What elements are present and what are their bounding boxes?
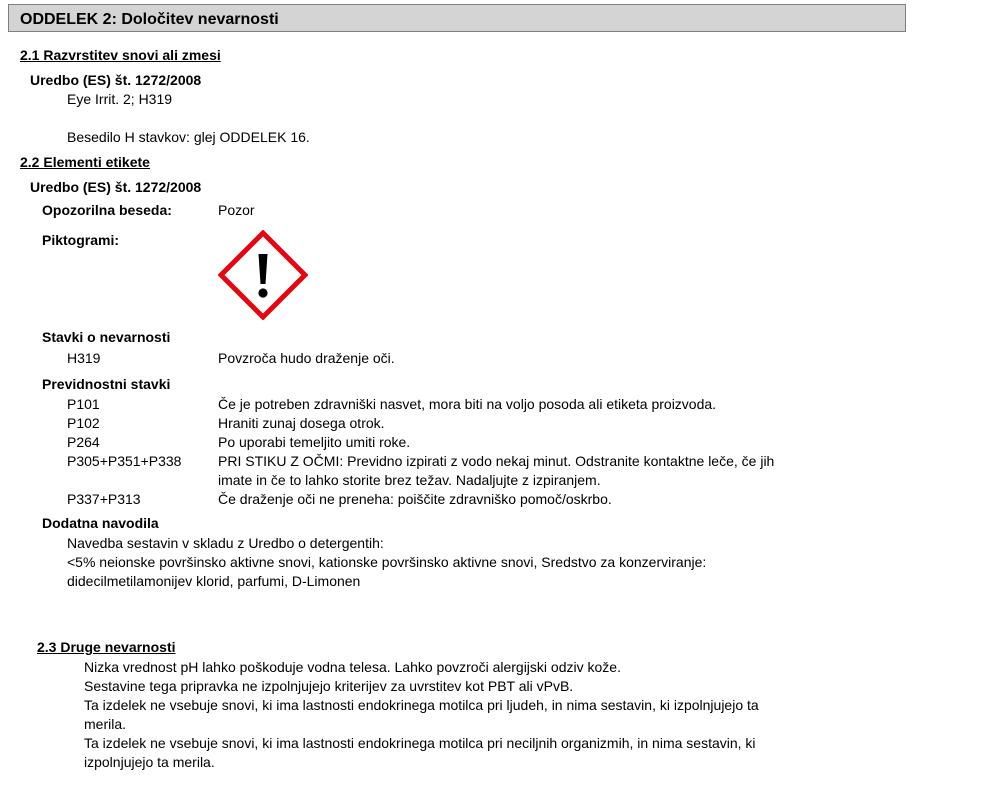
precaution-code: P101 — [67, 396, 100, 412]
regulation-label-2-1: Uredbo (ES) št. 1272/2008 — [30, 72, 202, 88]
precaution-text: Po uporabi temeljito umiti roke. — [218, 434, 411, 450]
other-hazards-line: Ta izdelek ne vsebuje snovi, ki ima lastnosti endokrinega motilca pri neciljnih organizmih, in nima sestavin, ki — [84, 735, 756, 751]
other-hazards-line: Ta izdelek ne vsebuje snovi, ki ima lastnosti endokrinega motilca pri ljudeh, in nima sestavin, ki izpolnjujejo ta — [84, 697, 759, 713]
h-text-note: Besedilo H stavkov: glej ODDELEK 16. — [67, 129, 310, 145]
precaution-code: P102 — [67, 415, 100, 431]
additional-line: Navedba sestavin v skladu z Uredbo o detergentih: — [67, 535, 384, 551]
section-2-1-heading: 2.1 Razvrstitev snovi ali zmesi — [20, 47, 221, 63]
additional-instructions-label: Dodatna navodila — [42, 515, 159, 531]
hazard-code: H319 — [67, 350, 101, 366]
precaution-code: P305+P351+P338 — [67, 453, 182, 469]
exclamation-mark-icon — [218, 230, 308, 320]
additional-line: didecilmetilamonijev klorid, parfumi, D-Limonen — [67, 573, 361, 589]
hazard-text: Povzroča hudo draženje oči. — [218, 350, 395, 366]
precaution-text-continued: imate in če to lahko storite brez težav. Nadaljujte z izpiranjem. — [218, 472, 601, 488]
classification-text: Eye Irrit. 2; H319 — [67, 91, 173, 107]
pictograms-label: Piktogrami: — [42, 232, 120, 248]
precaution-code: P264 — [67, 434, 100, 450]
precaution-text: Če je potreben zdravniški nasvet, mora biti na voljo posoda ali etiketa proizvoda. — [218, 396, 717, 412]
precaution-code: P337+P313 — [67, 491, 141, 507]
section-2-2-heading: 2.2 Elementi etikete — [20, 154, 150, 170]
regulation-label-2-2: Uredbo (ES) št. 1272/2008 — [30, 179, 202, 195]
signal-word-label: Opozorilna beseda: — [42, 202, 172, 218]
precaution-text: Če draženje oči ne preneha: poiščite zdravniško pomoč/oskrbo. — [218, 491, 612, 507]
additional-line: <5% neionske površinsko aktivne snovi, kationske površinsko aktivne snovi, Sredstvo za konzerviranje: — [67, 554, 707, 570]
precautionary-statements-label: Previdnostni stavki — [42, 376, 171, 392]
section-header-title: ODDELEK 2: Določitev nevarnosti — [20, 11, 279, 28]
other-hazards-line: Nizka vrednost pH lahko poškoduje vodna telesa. Lahko povzroči alergijski odziv kože. — [84, 659, 621, 675]
signal-word-value: Pozor — [218, 202, 255, 218]
hazard-statements-label: Stavki o nevarnosti — [42, 329, 171, 345]
section-2-3-heading: 2.3 Druge nevarnosti — [37, 639, 176, 655]
other-hazards-line: merila. — [84, 716, 127, 732]
precaution-text: Hraniti zunaj dosega otrok. — [218, 415, 385, 431]
precaution-text: PRI STIKU Z OČMI: Previdno izpirati z vodo nekaj minut. Odstranite kontaktne leče, če jih — [218, 453, 775, 469]
other-hazards-line: izpolnjujejo ta merila. — [84, 754, 215, 770]
other-hazards-line: Sestavine tega pripravka ne izpolnjujejo kriterijev za uvrstitev kot PBT ali vPvB. — [84, 678, 574, 694]
